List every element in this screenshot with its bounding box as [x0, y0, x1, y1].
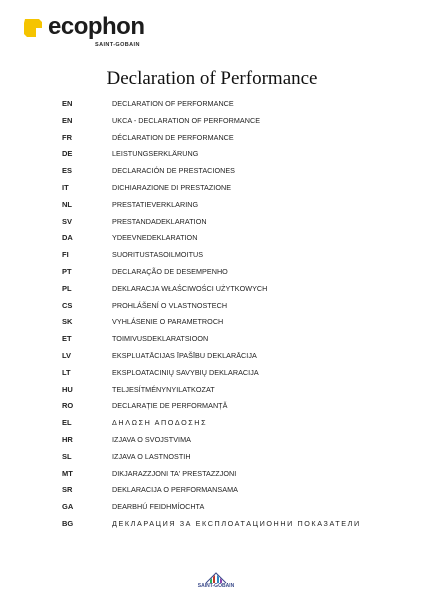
language-code: FI: [62, 250, 69, 260]
language-code: HR: [62, 434, 73, 444]
saint-gobain-footer-logo: [196, 570, 236, 594]
language-row: [0, 432, 424, 449]
language-row: [0, 180, 424, 197]
language-row: [0, 113, 424, 130]
declaration-title: SUORITUSTASOILMOITUS: [112, 250, 204, 260]
declaration-title: DECLARACIÓN DE PRESTACIONES: [112, 166, 236, 176]
language-code: FR: [62, 132, 72, 142]
declaration-title: ДЕКЛАРАЦИЯ ЗА ЕКСПЛОАТАЦИОННИ ПОКАЗАТЕЛИ: [112, 518, 361, 528]
footer-brand: SAINT-GOBAIN: [197, 583, 235, 589]
language-code: NL: [62, 199, 72, 209]
language-row: [0, 382, 424, 399]
sub-brand: SAINT-GOBAIN: [95, 42, 140, 48]
language-row: [0, 214, 424, 231]
declaration-title: UKCA - DECLARATION OF PERFORMANCE: [112, 115, 261, 125]
declaration-title: LEISTUNGSERKLÄRUNG: [112, 149, 199, 159]
language-code: GA: [62, 502, 74, 512]
language-code: ET: [62, 334, 72, 344]
language-code: PT: [62, 266, 72, 276]
language-code: SR: [62, 485, 73, 495]
language-code: ES: [62, 166, 73, 176]
language-code: LV: [62, 350, 72, 360]
language-code: BG: [62, 518, 74, 528]
declaration-title: DEARBHÚ FEIDHMÍOCHTA: [112, 502, 205, 512]
declaration-title: TELJESÍTMÉNYNYILATKOZAT: [112, 384, 215, 394]
declaration-title: DÉCLARATION DE PERFORMANCE: [112, 132, 234, 142]
language-code: EN: [62, 99, 73, 108]
declaration-title: PROHLÁŠENÍ O VLASTNOSTECH: [112, 300, 228, 310]
language-row: [0, 331, 424, 348]
declaration-title: PRESTANDADEKLARATION: [112, 216, 207, 226]
language-row: [0, 264, 424, 281]
language-code: IT: [62, 182, 69, 192]
language-code: MT: [62, 468, 73, 478]
language-row: [0, 516, 424, 533]
declaration-title: EKSPLOATACINIŲ SAVYBIŲ DEKLARACIJA: [112, 367, 259, 377]
language-row: [0, 482, 424, 499]
declaration-title: DECLARAȚIE DE PERFORMANȚĂ: [112, 401, 228, 411]
declaration-title: IZJAVA O LASTNOSTIH: [112, 451, 191, 461]
language-row: [0, 298, 424, 315]
language-row: [0, 247, 424, 264]
language-row: [0, 230, 424, 247]
declaration-title: ΔΗΛΩΣΗ ΑΠΟΔΟΣΗΣ: [112, 418, 208, 428]
brand-name: ecophon: [48, 13, 145, 40]
declaration-title: IZJAVA O SVOJSTVIMA: [112, 434, 191, 444]
language-code: HU: [62, 384, 73, 394]
language-code: CS: [62, 300, 73, 310]
declaration-title: PRESTATIEVERKLARING: [112, 199, 199, 209]
language-code: PL: [62, 283, 72, 293]
declaration-title: YDEEVNEDEKLARATION: [112, 233, 198, 243]
language-row: [0, 163, 424, 180]
language-code: SL: [62, 451, 72, 461]
language-row: [0, 365, 424, 382]
declaration-title: TOIMIVUSDEKLARATSIOON: [112, 334, 209, 344]
language-row: [0, 415, 424, 432]
language-list: [0, 96, 424, 533]
language-row: [0, 197, 424, 214]
ecophon-logo: [22, 14, 152, 48]
declaration-title: DIKJARAZZJONI TA' PRESTAZZJONI: [112, 468, 237, 478]
language-row: [0, 130, 424, 147]
page-title: Declaration of Performance: [106, 68, 318, 89]
ecophon-mark-icon: [22, 17, 44, 39]
language-row: [0, 281, 424, 298]
language-row: [0, 449, 424, 466]
language-row: [0, 499, 424, 516]
declaration-title: DICHIARAZIONE DI PRESTAZIONE: [112, 182, 232, 192]
declaration-title: VYHLÁSENIE O PARAMETROCH: [112, 317, 224, 327]
language-code: SV: [62, 216, 73, 226]
declaration-title: DEKLARACJA WŁAŚCIWOŚCI UŻYTKOWYCH: [112, 283, 268, 293]
language-row: [0, 398, 424, 415]
language-code: DE: [62, 149, 73, 159]
language-row: [0, 146, 424, 163]
declaration-title: DEKLARACIJA O PERFORMANSAMA: [112, 485, 238, 495]
language-code: DA: [62, 233, 73, 243]
language-row: [0, 466, 424, 483]
language-row: [0, 96, 424, 113]
language-code: RO: [62, 401, 74, 411]
language-code: EL: [62, 418, 72, 428]
declaration-title: EKSPLUATĀCIJAS ĪPAŠĪBU DEKLARĀCIJA: [112, 350, 257, 360]
language-code: SK: [62, 317, 73, 327]
language-row: [0, 314, 424, 331]
language-code: LT: [62, 367, 71, 377]
declaration-title: DECLARATION OF PERFORMANCE: [112, 99, 234, 108]
declaration-title: DECLARAÇÃO DE DESEMPENHO: [112, 266, 228, 276]
language-row: [0, 348, 424, 365]
language-code: EN: [62, 115, 73, 125]
saint-gobain-roof-icon: [196, 570, 236, 584]
